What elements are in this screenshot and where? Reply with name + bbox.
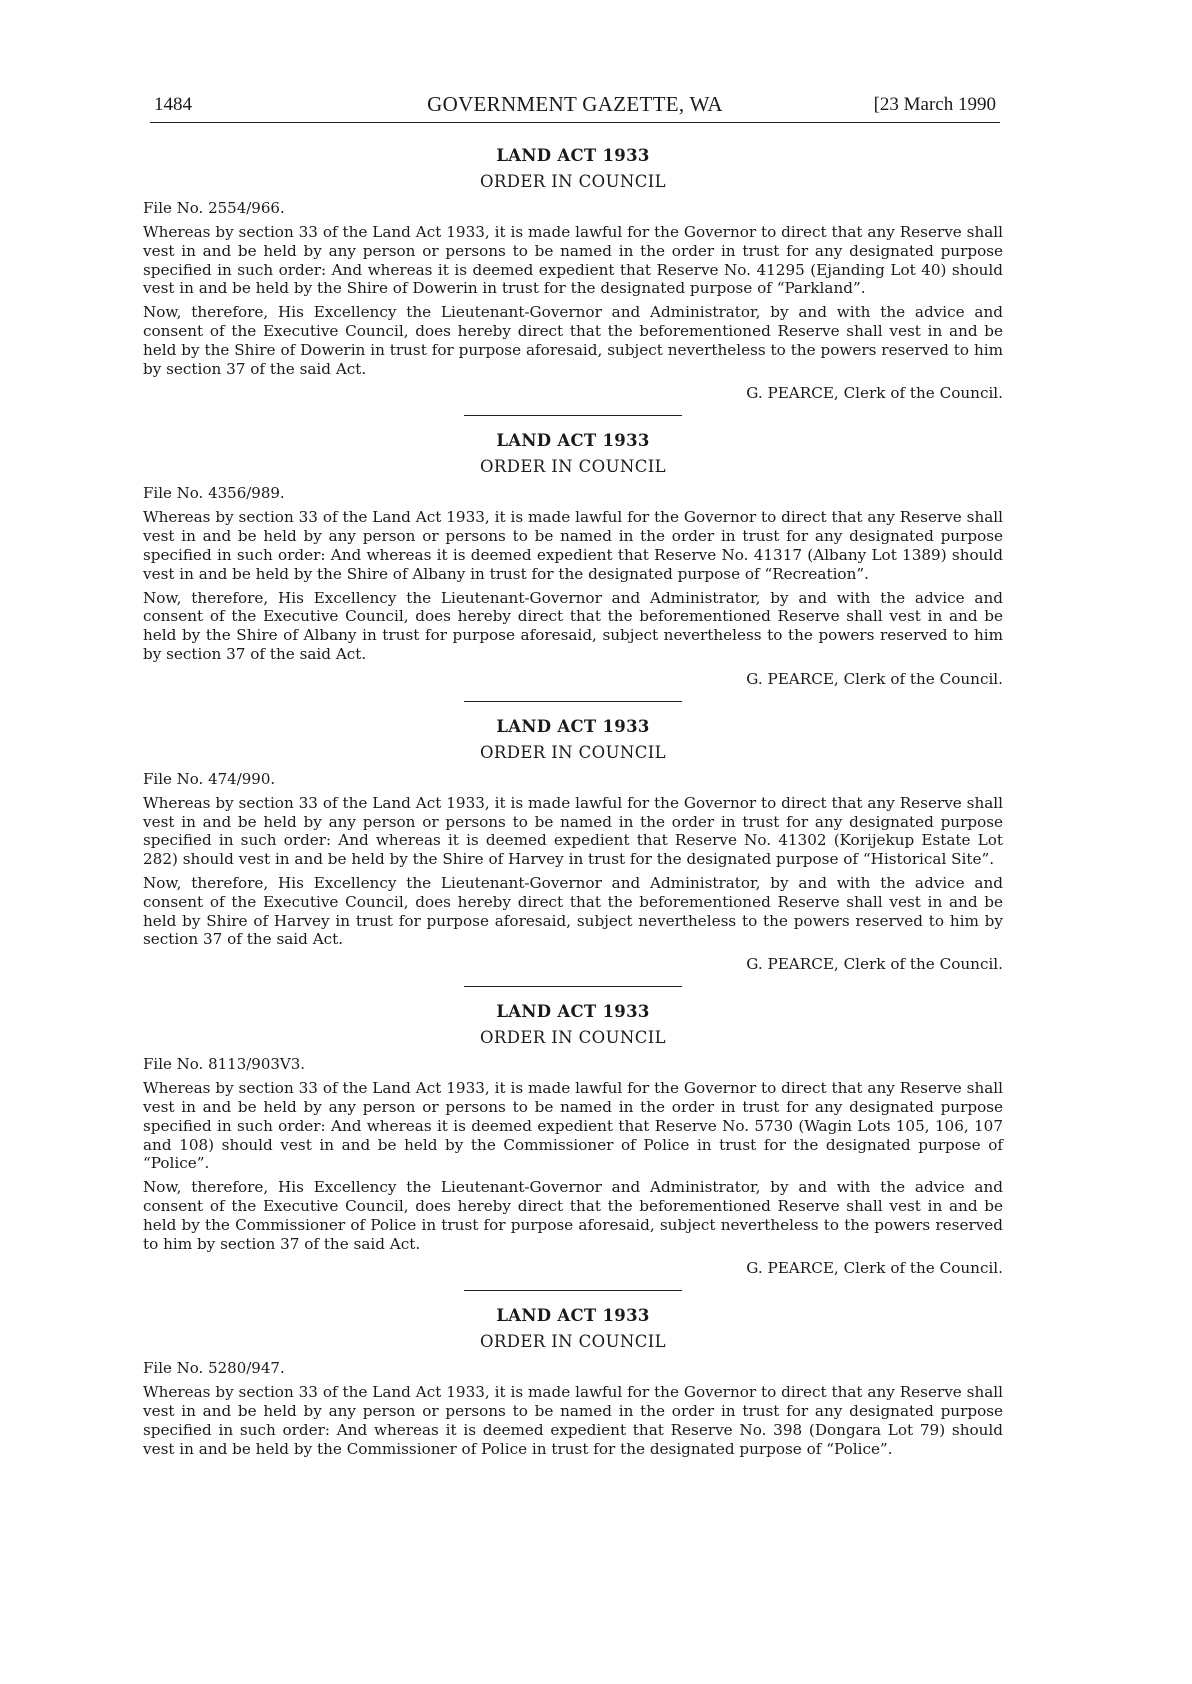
section-divider [464,701,682,702]
file-number: File No. 8113/903V3. [143,1055,306,1074]
page-number: 1484 [154,94,192,115]
notice-subheading: ORDER IN COUNCIL [479,742,667,762]
notice-heading: LAND ACT 1933 [496,431,650,451]
whereas-paragraph: Whereas by section 33 of the Land Act 1933, it is made lawful for the Governor to direct that any Reserve shall vest in and be held by any person or persons to be named in the order in trust for any designated purpose specified in such order: And whereas it is deemed expedient that Reserve No. 41295 (Ejanding Lot 40) should vest in and be held by the Shire of Dowerin in trust for the designated purpose of “Parkland”. [143,223,1003,298]
gazette-title: GOVERNMENT GAZETTE, WA [427,92,723,116]
notices-column [143,145,1003,1458]
now-therefore-paragraph: Now, therefore, His Excellency the Lieutenant-Governor and Administrator, by and with the advice and consent of the Executive Council, does hereby direct that the beforementioned Reserve shall vest in and be held by the Shire of Albany in trust for purpose aforesaid, subject nevertheless to the powers reserved to him by section 37 of the said Act. [143,588,1003,663]
notice-heading: LAND ACT 1933 [496,1306,650,1326]
notice-subheading: ORDER IN COUNCIL [479,1028,667,1048]
notice [143,1305,1003,1458]
signature: G. PEARCE, Clerk of the Council. [746,669,1003,688]
whereas-paragraph: Whereas by section 33 of the Land Act 1933, it is made lawful for the Governor to direct that any Reserve shall vest in and be held by any person or persons to be named in the order in trust for any designated purpose specified in such order: And whereas it is deemed expedient that Reserve No. 398 (Dongara Lot 79) should vest in and be held by the Commissioner of Police in trust for the designated purpose of “Police”. [143,1383,1003,1458]
file-number: File No. 5280/947. [143,1359,285,1378]
notice-subheading: ORDER IN COUNCIL [479,1332,667,1352]
notice [143,430,1003,688]
file-number: File No. 4356/989. [143,484,285,503]
file-number: File No. 474/990. [143,769,276,788]
signature: G. PEARCE, Clerk of the Council. [746,1259,1003,1278]
whereas-paragraph: Whereas by section 33 of the Land Act 1933, it is made lawful for the Governor to direct that any Reserve shall vest in and be held by any person or persons to be named in the order in trust for any designated purpose specified in such order: And whereas it is deemed expedient that Reserve No. 41317 (Albany Lot 1389) should vest in and be held by the Shire of Albany in trust for the designated purpose of “Recreation”. [143,508,1003,583]
section-divider [464,415,682,416]
notice [143,145,1003,403]
whereas-paragraph: Whereas by section 33 of the Land Act 1933, it is made lawful for the Governor to direct that any Reserve shall vest in and be held by any person or persons to be named in the order in trust for any designated purpose specified in such order: And whereas it is deemed expedient that Reserve No. 5730 (Wagin Lots 105, 106, 107 and 108) should vest in and be held by the Commissioner of Police in trust for the designated purpose of “Police”. [143,1079,1003,1173]
notice-heading: LAND ACT 1933 [496,1002,650,1022]
notice [143,716,1003,974]
issue-date: [23 March 1990 [873,94,996,115]
notice-heading: LAND ACT 1933 [496,146,650,165]
section-divider [464,986,682,987]
signature: G. PEARCE, Clerk of the Council. [746,384,1003,403]
notice-heading: LAND ACT 1933 [496,716,650,736]
whereas-paragraph: Whereas by section 33 of the Land Act 1933, it is made lawful for the Governor to direct that any Reserve shall vest in and be held by any person or persons to be named in the order in trust for any designated purpose specified in such order: And whereas it is deemed expedient that Reserve No. 41302 (Korijekup Estate Lot 282) should vest in and be held by the Shire of Harvey in trust for the designated purpose of “Historical Site”. [143,793,1003,869]
now-therefore-paragraph: Now, therefore, His Excellency the Lieutenant-Governor and Administrator, by and with the advice and consent of the Executive Council, does hereby direct that the beforementioned Reserve shall vest in and be held by the Commissioner of Police in trust for purpose aforesaid, subject nevertheless to the powers reserved to him by section 37 of the said Act. [143,1178,1003,1253]
notice-subheading: ORDER IN COUNCIL [479,457,667,477]
notice [143,1001,1003,1278]
page-header [150,92,1000,123]
signature: G. PEARCE, Clerk of the Council. [746,955,1003,974]
now-therefore-paragraph: Now, therefore, His Excellency the Lieutenant-Governor and Administrator, by and with the advice and consent of the Executive Council, does hereby direct that the beforementioned Reserve shall vest in and be held by Shire of Harvey in trust for purpose aforesaid, subject nevertheless to the powers reserved to him by section 37 of the said Act. [143,873,1003,949]
section-divider [464,1290,682,1291]
file-number: File No. 2554/966. [143,199,285,217]
notice-subheading: ORDER IN COUNCIL [479,172,667,191]
now-therefore-paragraph: Now, therefore, His Excellency the Lieutenant-Governor and Administrator, by and with the advice and consent of the Executive Council, does hereby direct that the beforementioned Reserve shall vest in and be held by the Shire of Dowerin in trust for purpose aforesaid, subject nevertheless to the powers reserved to him by section 37 of the said Act. [143,303,1003,378]
